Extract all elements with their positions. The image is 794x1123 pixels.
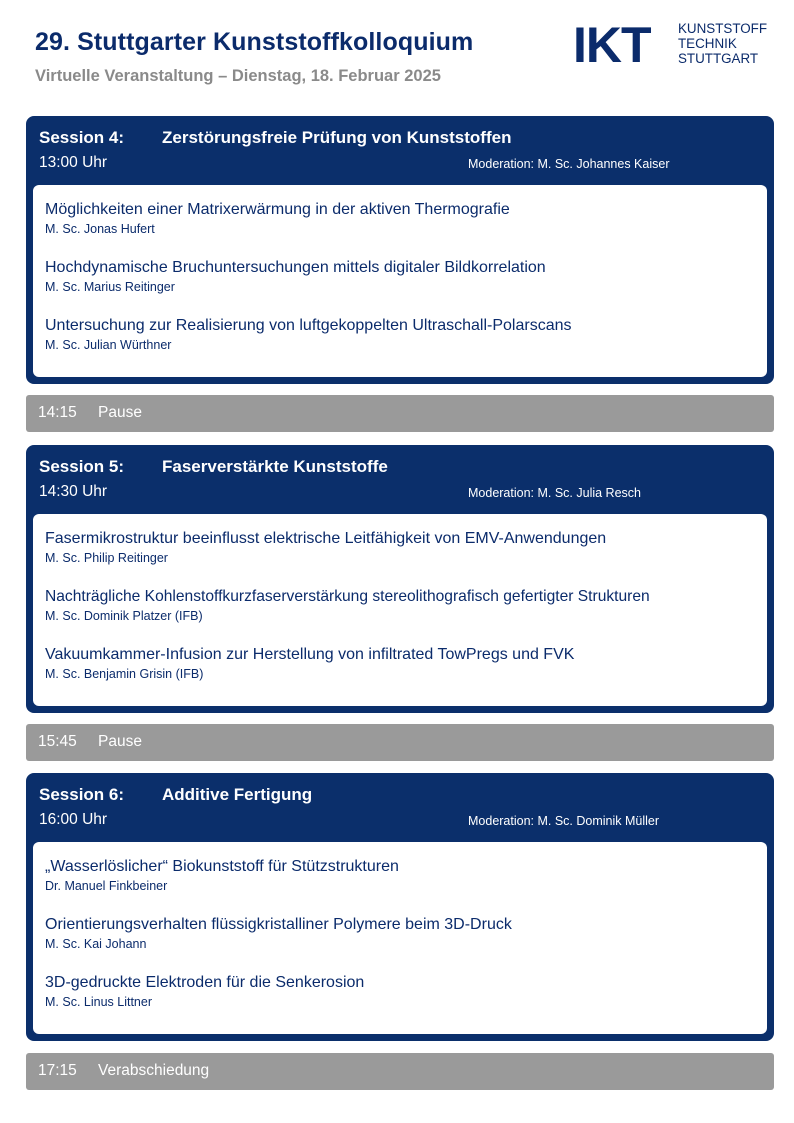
- talk-title: „Wasserlöslicher“ Biokunststoff für Stützstrukturen: [45, 858, 399, 875]
- logo-line: STUTTGART: [678, 51, 759, 66]
- logo-line: TECHNIK: [678, 36, 737, 51]
- session-header: [26, 773, 774, 841]
- break-time: 14:15: [38, 404, 77, 421]
- talk-speaker: M. Sc. Dominik Platzer (IFB): [45, 609, 203, 623]
- talk-item: [45, 317, 572, 352]
- talk-title: Hochdynamische Bruchuntersuchungen mittels digitaler Bildkorrelation: [45, 259, 546, 276]
- break-bar: [26, 395, 774, 432]
- talk-speaker: M. Sc. Linus Littner: [45, 995, 152, 1009]
- page-subtitle: Virtuelle Veranstaltung – Dienstag, 18. Februar 2025: [35, 67, 441, 85]
- session-time: 16:00 Uhr: [39, 811, 108, 828]
- session-title: Additive Fertigung: [162, 785, 313, 804]
- talk-list: [33, 514, 767, 706]
- talk-item: [45, 974, 364, 1009]
- session-label: Session 6:: [39, 785, 125, 804]
- talk-speaker: M. Sc. Benjamin Grisin (IFB): [45, 667, 204, 681]
- talk-title: Orientierungsverhalten flüssigkristalliner Polymere beim 3D-Druck: [45, 916, 512, 933]
- session-time: 14:30 Uhr: [39, 483, 108, 500]
- talk-speaker: Dr. Manuel Finkbeiner: [45, 879, 168, 893]
- talk-item: [45, 858, 399, 893]
- break-label: Verabschiedung: [98, 1062, 210, 1079]
- talk-title: Untersuchung zur Realisierung von luftgekoppelten Ultraschall-Polarscans: [45, 317, 572, 334]
- talk-title: Möglichkeiten einer Matrixerwärmung in der aktiven Thermografie: [45, 201, 510, 218]
- talk-speaker: M. Sc. Kai Johann: [45, 937, 147, 951]
- talk-speaker: M. Sc. Julian Würthner: [45, 338, 172, 352]
- break-bar: [26, 724, 774, 761]
- logo-text: [678, 21, 767, 66]
- session-5: [26, 445, 774, 713]
- talk-title: Fasermikrostruktur beeinflusst elektrische Leitfähigkeit von EMV-Anwendungen: [45, 530, 607, 547]
- break-time: 17:15: [38, 1062, 77, 1079]
- talk-title: Vakuumkammer-Infusion zur Herstellung von infiltrated TowPregs und FVK: [45, 646, 575, 663]
- break-bar: [26, 1053, 774, 1090]
- talk-speaker: M. Sc. Philip Reitinger: [45, 551, 168, 565]
- session-title: Faserverstärkte Kunststoffe: [162, 457, 388, 476]
- page-title: 29. Stuttgarter Kunststoffkolloquium: [35, 28, 474, 56]
- session-moderation: Moderation: M. Sc. Johannes Kaiser: [468, 157, 670, 171]
- talk-item: [45, 259, 546, 294]
- talk-list: [33, 842, 767, 1034]
- talk-item: [45, 916, 512, 951]
- session-6: [26, 773, 774, 1041]
- talk-item: [45, 201, 510, 236]
- break-time: 15:45: [38, 733, 77, 750]
- session-label: Session 5:: [39, 457, 125, 476]
- logo-line: KUNSTSTOFF: [678, 21, 768, 36]
- page-header: [35, 28, 473, 86]
- session-time: 13:00 Uhr: [39, 154, 108, 171]
- session-header: [26, 116, 774, 184]
- session-title: Zerstörungsfreie Prüfung von Kunststoffen: [162, 128, 512, 147]
- talk-title: Nachträgliche Kohlenstoffkurzfaserverstärkung stereolithografisch gefertigter Strukturen: [45, 588, 650, 605]
- talk-speaker: M. Sc. Marius Reitinger: [45, 280, 175, 294]
- talk-speaker: M. Sc. Jonas Hufert: [45, 222, 155, 236]
- session-4: [26, 116, 774, 384]
- logo-mark: IKT: [573, 17, 651, 73]
- talk-title: 3D-gedruckte Elektroden für die Senkerosion: [45, 974, 365, 991]
- talk-item: [45, 530, 606, 565]
- talk-item: [45, 588, 650, 623]
- talk-list: [33, 185, 767, 377]
- session-moderation: Moderation: M. Sc. Julia Resch: [468, 486, 641, 500]
- break-label: Pause: [98, 733, 142, 750]
- break-label: Pause: [98, 404, 142, 421]
- session-moderation: Moderation: M. Sc. Dominik Müller: [468, 814, 660, 828]
- talk-item: [45, 646, 574, 681]
- session-label: Session 4:: [39, 128, 125, 147]
- session-header: [26, 445, 774, 513]
